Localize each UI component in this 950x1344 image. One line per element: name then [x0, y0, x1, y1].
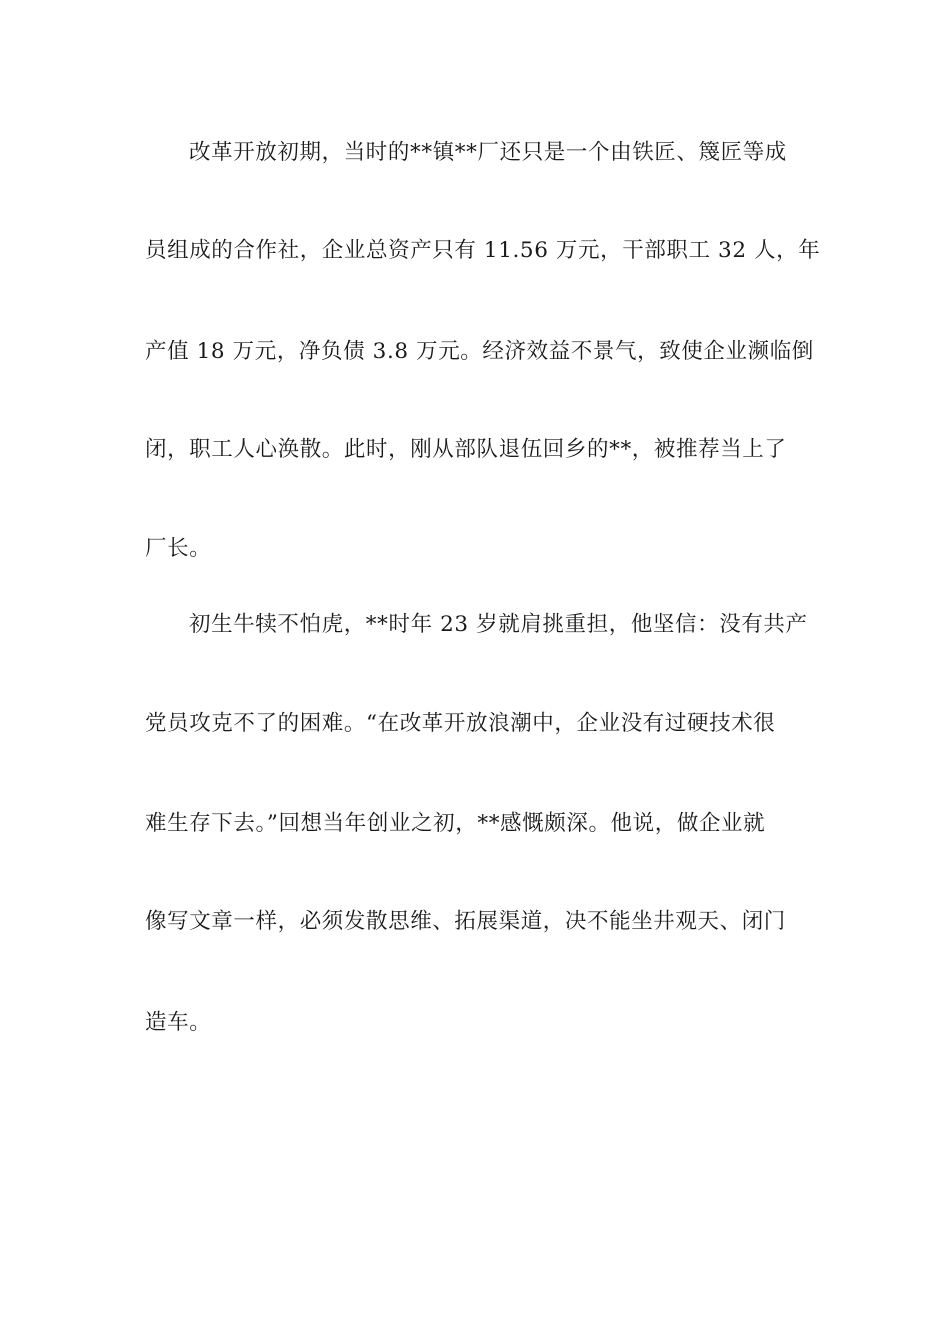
paragraph-line: 闭，职工人心涣散。此时，刚从部队退伍回乡的**，被推荐当上了 [145, 437, 787, 462]
paragraph-line: 造车。 [145, 1010, 212, 1035]
paragraph-line: 初生牛犊不怕虎，**时年 23 岁就肩挑重担，他坚信：没有共产 [189, 612, 808, 637]
paragraph-line: 难生存下去。”回想当年创业之初，**感慨颇深。他说，做企业就 [145, 811, 766, 836]
paragraph-line: 员组成的合作社，企业总资产只有 11.56 万元，干部职工 32 人，年 [145, 238, 821, 263]
paragraph-line: 改革开放初期，当时的**镇**厂还只是一个由铁匠、篾匠等成 [189, 140, 787, 165]
paragraph-line: 产值 18 万元，净负债 3.8 万元。经济效益不景气，致使企业濒临倒 [145, 339, 814, 364]
paragraph-line: 党员攻克不了的困难。“在改革开放浪潮中，企业没有过硬技术很 [145, 711, 776, 736]
paragraph-line: 厂长。 [145, 536, 212, 561]
paragraph-line: 像写文章一样，必须发散思维、拓展渠道，决不能坐井观天、闭门 [145, 909, 786, 934]
